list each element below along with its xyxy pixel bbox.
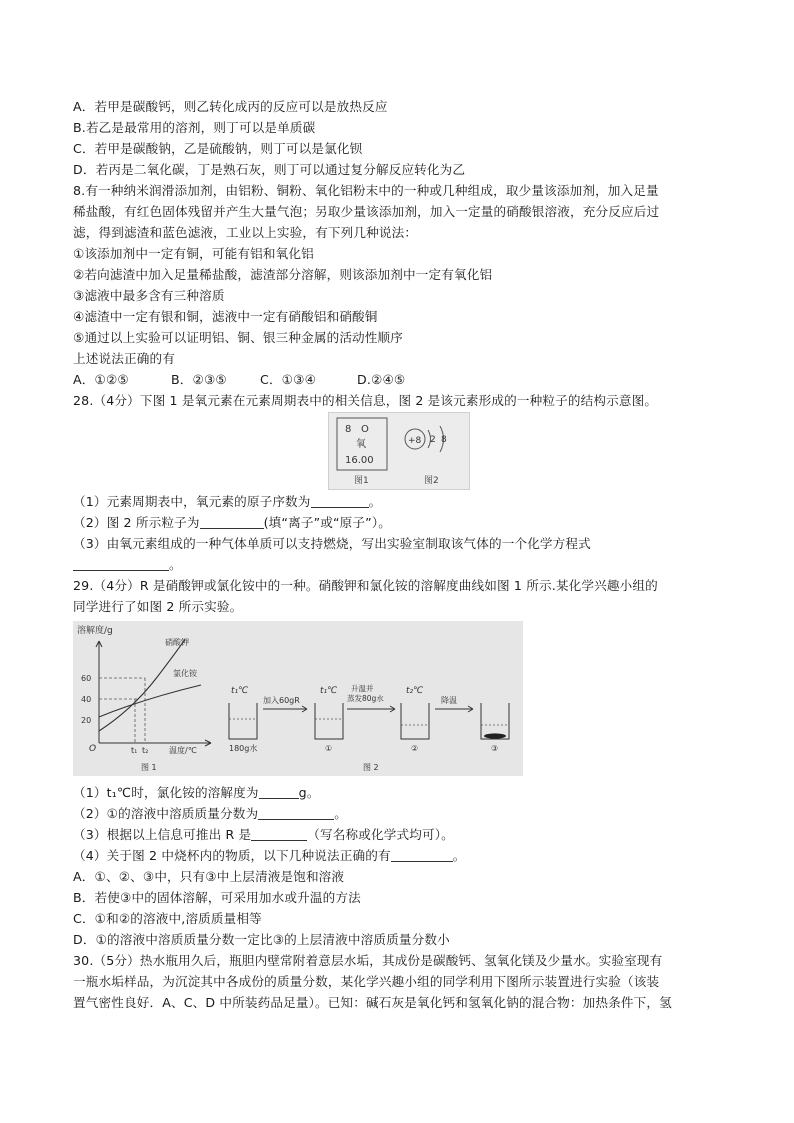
q8-option-a: A．①②⑤ <box>73 372 129 387</box>
q8-stem-line2: 稀盐酸，有红色固体残留并产生大量气泡；另取少量该添加剂，加入一定量的硝酸银溶液，充分反应后过 <box>73 204 660 219</box>
q29-part1: （1）t₁℃时，氯化铵的溶解度为 g。 <box>73 785 320 800</box>
q29-option-a: A．①、②、③中，只有③中上层清液是饱和溶液 <box>73 869 345 884</box>
q8-statement-2: ②若向滤渣中加入足量稀盐酸，滤渣部分溶解，则该添加剂中一定有氧化铝 <box>73 267 493 282</box>
q8-statement-4: ④滤渣中一定有银和铜，滤液中一定有硝酸铝和硝酸铜 <box>73 309 378 324</box>
fig1-caption: 图 1 <box>141 763 157 772</box>
q28-part2: （2）图 2 所示粒子为 (填“离子”或“原子”）。 <box>73 515 392 530</box>
beaker3-precipitate <box>484 733 506 738</box>
element-name: 氧 <box>356 439 366 450</box>
step3-label: 降温 <box>441 696 457 705</box>
nh4cl-label: 氯化铵 <box>173 669 197 678</box>
q29-part3: （3）根据以上信息可推出 R 是 （写名称或化学式均可）。 <box>73 827 454 842</box>
beaker0-label: 180g水 <box>229 744 258 753</box>
q8-stem-line3: 滤，得到滤渣和蓝色滤液，工业以上实验，有下列几种说法： <box>73 225 418 240</box>
q8-options <box>73 370 724 389</box>
beaker-1 <box>315 703 343 739</box>
nucleus-charge: +8 <box>408 436 422 446</box>
y-tick-40: 40 <box>81 695 92 704</box>
answer-blank[interactable] <box>311 495 369 508</box>
atomic-mass: 16.00 <box>345 455 374 466</box>
q28-part3-answer: 。 <box>73 555 724 574</box>
answer-blank[interactable] <box>251 828 307 841</box>
q8-option-b: B．②③⑤ <box>171 372 227 387</box>
shell2-electrons: 8 <box>441 435 447 445</box>
q8-stem-line1: 8.有一种纳米润滑添加剂，由铝粉、铜粉、氧化铝粉末中的一种或几种组成，取少量该添加剂，加入足量 <box>73 183 659 198</box>
kno3-label: 硝酸钾 <box>165 638 189 647</box>
q28-part3: （3）由氧元素组成的一种气体单质可以支持燃烧，写出实验室制取该气体的一个化学方程式 <box>73 536 591 551</box>
oxygen-figure-svg <box>329 413 469 489</box>
step2-label-a: 升温并 <box>351 684 374 693</box>
q8-statement-3: ③滤液中最多含有三种溶质 <box>73 288 225 303</box>
step1-label: 加入60gR <box>263 696 300 705</box>
element-symbol: O <box>361 424 369 435</box>
step2-label-b: 蒸发80g水 <box>347 694 384 703</box>
fig2-caption: 图 2 <box>363 763 379 772</box>
q7-option-a: A．若甲是碳酸钙，则乙转化成丙的反应可以是放热反应 <box>73 99 388 114</box>
q29-figure <box>73 621 523 776</box>
q29-part2: （2）①的溶液中溶质质量分数为 。 <box>73 806 348 821</box>
atomic-number: 8 <box>345 424 352 435</box>
answer-blank[interactable] <box>259 786 299 799</box>
answer-blank[interactable] <box>73 558 169 571</box>
q28-figure <box>328 412 470 490</box>
q28-part1: （1）元素周期表中，氧元素的原子序数为 。 <box>73 494 382 509</box>
shell1-electrons: 2 <box>430 435 436 445</box>
beaker3-label: ③ <box>491 744 499 753</box>
q29-stem-line2: 同学进行了如图 2 所示实验。 <box>73 599 243 614</box>
q28-stem: 28.（4分）下图 1 是氧元素在元素周期表中的相关信息，图 2 是该元素形成的一种粒子的结构示意图。 <box>73 393 658 408</box>
q30-line2: 一瓶水垢样品，为沉淀其中各成份的质量分数，某化学兴趣小组的同学利用下图所示装置进行实验（该装 <box>73 974 660 989</box>
y-axis-label: 溶解度/g <box>77 626 113 636</box>
q7-option-c: C．若甲是碳酸钠，乙是硫酸钠，则丁可以是氯化钡 <box>73 141 363 156</box>
q29-option-b: B．若使③中的固体溶解，可采用加水或升温的方法 <box>73 890 361 905</box>
beaker1-temp: t₁℃ <box>320 686 338 696</box>
beaker-2 <box>401 703 429 739</box>
q29-part4: （4）关于图 2 中烧杯内的物质，以下几种说法正确的有 。 <box>73 848 466 863</box>
beaker0-temp: t₁℃ <box>231 686 249 696</box>
q29-option-d: D．①的溶液中溶质质量分数一定比③的上层清液中溶质质量分数小 <box>73 932 450 947</box>
fig1-caption: 图1 <box>354 476 369 486</box>
q8-option-d: D.②④⑤ <box>357 372 406 387</box>
fig2-caption: 图2 <box>424 476 439 486</box>
y-tick-20: 20 <box>81 716 92 725</box>
q8-prompt: 上述说法正确的有 <box>73 351 175 366</box>
q7-option-b: B.若乙是最常用的溶剂，则丁可以是单质碳 <box>73 120 316 135</box>
q30-line1: 30.（5分）热水瓶用久后，瓶胆内壁常附着意层水垢，其成份是碳酸钙、氢氧化镁及少量水。实验室现有 <box>73 953 663 968</box>
beaker2-temp: t₂℃ <box>406 686 424 696</box>
q29-stem-line1: 29.（4分）R 是硝酸钾或氯化铵中的一种。硝酸钾和氯化铵的溶解度曲线如图 1 所示.某化学兴趣小组的 <box>73 578 658 593</box>
q7-option-d: D．若丙是二氧化碳，丁是熟石灰，则丁可以通过复分解反应转化为乙 <box>73 162 466 177</box>
nh4cl-curve <box>99 685 201 717</box>
answer-blank[interactable] <box>391 849 453 862</box>
x-axis-label: 温度/℃ <box>169 746 197 755</box>
solubility-experiment-svg <box>73 621 523 776</box>
q29-option-c: C．①和②的溶液中,溶质质量相等 <box>73 911 262 926</box>
answer-blank[interactable] <box>200 516 264 529</box>
q8-statement-1: ①该添加剂中一定有铜，可能有铝和氧化铝 <box>73 246 314 261</box>
x-tick-t1: t₁ <box>131 746 138 755</box>
beaker2-label: ② <box>411 744 419 753</box>
x-tick-t2: t₂ <box>142 746 149 755</box>
y-tick-60: 60 <box>81 674 92 683</box>
beaker-0 <box>229 703 257 739</box>
kno3-curve <box>99 639 185 731</box>
q30-line3: 置气密性良好．A、C、D 中所装药品足量）。已知：碱石灰是氧化钙和氢氧化钠的混合物：加热条件下，氢 <box>73 995 672 1010</box>
answer-blank[interactable] <box>258 807 334 820</box>
beaker1-label: ① <box>325 744 333 753</box>
q8-option-c: C．①③④ <box>260 372 317 387</box>
origin-label: O <box>89 744 97 754</box>
q8-statement-5: ⑤通过以上实验可以证明铝、铜、银三种金属的活动性顺序 <box>73 330 404 345</box>
